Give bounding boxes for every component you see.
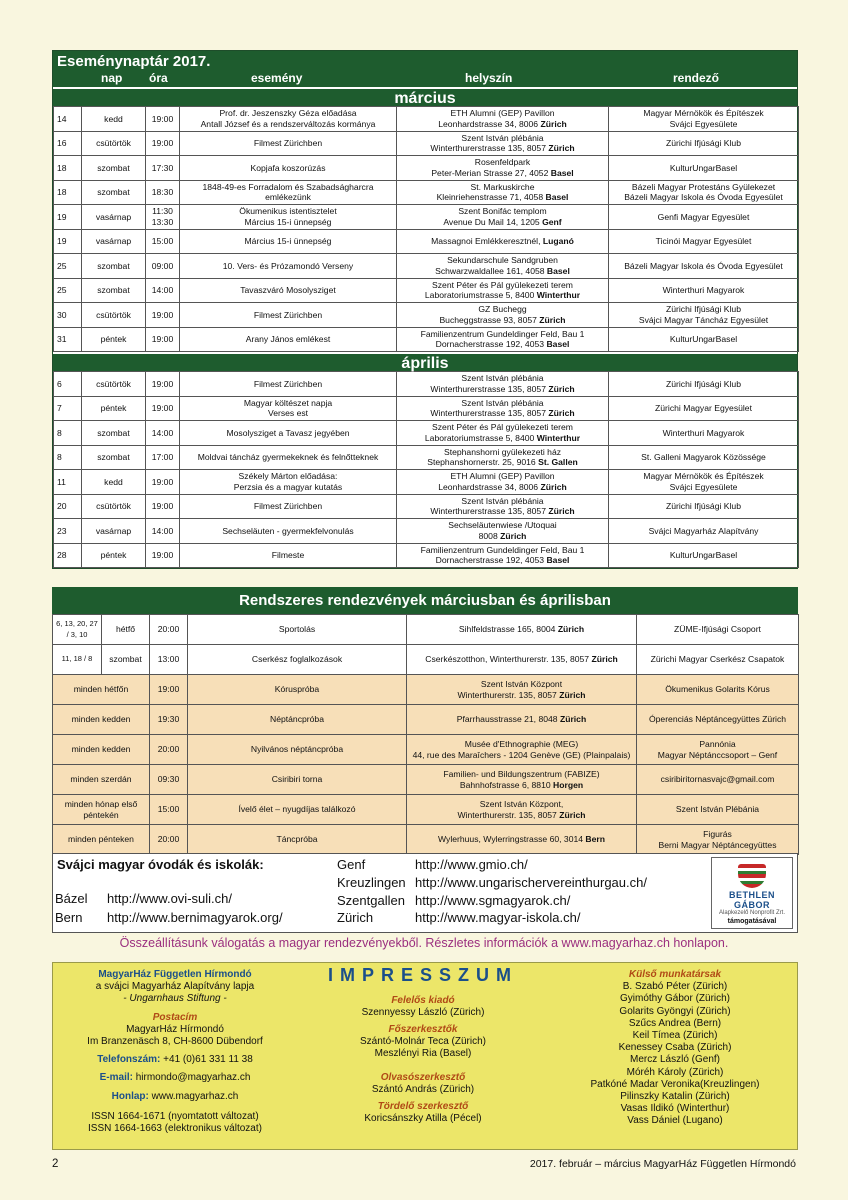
schools-heading: Svájci magyar óvodák és iskolák: <box>57 857 264 872</box>
event-row <box>54 445 799 470</box>
event-weekday: péntek <box>82 327 146 352</box>
regular-time: 19:00 <box>150 675 188 705</box>
event-row <box>54 396 799 421</box>
event-organizer: Zürichi Ifjúsági Klub Svájci Magyar Táncház Egyesület <box>609 303 799 328</box>
event-title: Filmest Zürichben <box>180 303 397 328</box>
regular-frequency: minden hónap első péntekén <box>53 795 150 825</box>
event-title: Mosolysziget a Tavasz jegyében <box>180 421 397 446</box>
contributor: Kenessey Csaba (Zürich) <box>618 1042 732 1054</box>
event-title: Moldvai táncház gyermekeknek és felnőtteknek <box>180 445 397 470</box>
schools-box <box>52 853 798 933</box>
event-time: 15:00 <box>146 229 180 254</box>
months-container <box>53 87 797 568</box>
event-row <box>54 180 799 205</box>
shield-icon <box>738 864 766 888</box>
footer-title: 2017. február – március MagyarHáz Független Hírmondó <box>529 1158 796 1170</box>
event-title: Prof. dr. Jeszenszky Géza előadása Antall József és a rendszerváltozás kormánya <box>180 107 397 132</box>
event-row <box>54 327 799 352</box>
regular-frequency: minden kedden <box>53 735 150 765</box>
school-link[interactable]: http://www.magyar-iskola.ch/ <box>415 910 581 925</box>
event-day: 6 <box>54 372 82 397</box>
event-time: 19:00 <box>146 494 180 519</box>
regular-time: 20:00 <box>150 615 188 645</box>
event-time: 17:00 <box>146 445 180 470</box>
event-place: Stephanshorni gyülekezeti ház Stephanshornerstr. 25, 9016 St. Gallen <box>397 445 609 470</box>
regular-time: 09:30 <box>150 765 188 795</box>
proof-label: Olvasószerkesztő <box>380 1072 466 1084</box>
school-city: Genf <box>337 857 366 872</box>
regular-event: Táncpróba <box>188 825 407 855</box>
regular-dates: 11, 18 / 8 <box>53 645 102 675</box>
regular-event: Sportolás <box>188 615 407 645</box>
event-place: ETH Alumni (GEP) Pavillon Leonhardstrasse 34, 8006 Zürich <box>397 107 609 132</box>
regular-frequency: minden szerdán <box>53 765 150 795</box>
event-day: 11 <box>54 470 82 495</box>
event-row <box>54 156 799 181</box>
event-organizer: Svájci Magyarház Alapítvány <box>609 519 799 544</box>
event-day: 18 <box>54 180 82 205</box>
event-day: 25 <box>54 278 82 303</box>
event-weekday: szombat <box>82 278 146 303</box>
regular-event: Ívelő élet – nyugdíjas találkozó <box>188 795 407 825</box>
event-row <box>54 303 799 328</box>
contributor: Keil Tímea (Zürich) <box>632 1030 718 1042</box>
event-weekday: csütörtök <box>82 494 146 519</box>
regular-place: Musée d'Ethnographie (MEG) 44, rue des Maraîchers - 1204 Genève (GE) (Plainpalais) <box>407 735 637 765</box>
event-day: 28 <box>54 543 82 568</box>
postal-address: Im Branzenäsch 8, CH-8600 Dübendorf <box>87 1036 263 1048</box>
event-place: GZ Buchegg Bucheggstrasse 93, 8057 Zürich <box>397 303 609 328</box>
regular-organizer: Figurás Berni Magyar Néptáncegyüttes <box>637 825 799 855</box>
phone-value: +41 (0)61 331 11 38 <box>163 1054 253 1066</box>
event-place: Familienzentrum Gundeldinger Feld, Bau 1 Dornacherstrasse 192, 4053 Basel <box>397 327 609 352</box>
event-time: 19:00 <box>146 396 180 421</box>
event-title: Arany János emlékest <box>180 327 397 352</box>
event-title: Tavaszváró Mosolysziget <box>180 278 397 303</box>
event-time: 19:00 <box>146 303 180 328</box>
contributor: B. Szabó Péter (Zürich) <box>622 981 728 993</box>
regular-title: Rendszeres rendezvények márciusban és áprilisban <box>52 587 798 614</box>
event-day: 7 <box>54 396 82 421</box>
event-weekday: szombat <box>82 156 146 181</box>
event-place: Szent Péter és Pál gyülekezeti terem Laboratoriumstrasse 5, 8400 Winterthur <box>397 278 609 303</box>
impressum-left <box>59 969 291 1135</box>
event-time: 14:00 <box>146 421 180 446</box>
layout-value: Koricsánszky Atilla (Pécel) <box>364 1112 482 1124</box>
regular-event: Nyilvános néptáncpróba <box>188 735 407 765</box>
event-day: 31 <box>54 327 82 352</box>
web-label: Honlap: <box>111 1090 149 1102</box>
event-row <box>54 519 799 544</box>
event-time: 19:00 <box>146 107 180 132</box>
event-time: 19:00 <box>146 327 180 352</box>
logo-sub: Alapkezelő Nonprofit Zrt. <box>718 910 786 916</box>
event-day: 18 <box>54 156 82 181</box>
col-nap: nap <box>101 71 123 85</box>
regular-place: Cserkészotthon, Winterthurerstr. 135, 8057 Zürich <box>407 645 637 675</box>
regular-row <box>53 705 799 735</box>
regular-place: Szent István Központ, Winterthurerstr. 135, 8057 Zürich <box>407 795 637 825</box>
month-header: április <box>53 352 797 371</box>
school-city: Zürich <box>337 910 374 925</box>
event-title: 10. Vers- és Prózamondó Verseny <box>180 254 397 279</box>
regular-events <box>52 587 798 855</box>
email-link[interactable]: hirmondo@magyarhaz.ch <box>135 1072 251 1084</box>
bethlen-gabor-logo <box>711 857 793 929</box>
school-link[interactable]: http://www.bernimagyarok.org/ <box>107 910 283 925</box>
col-rendezo: rendező <box>673 71 720 85</box>
event-organizer: Magyar Mérnökök és Építészek Svájci Egyesülete <box>609 107 799 132</box>
contributor: Golarits Gyöngyi (Zürich) <box>619 1005 731 1017</box>
info-note: Összeállításunk válogatás a magyar rendezvényekből. Részletes információk a www.magyarhaz.ch honlapon. <box>119 936 729 950</box>
event-title: Ökumenikus istentisztelet Március 15-i ünnepség <box>180 205 397 230</box>
event-place: Sechseläutenwiese /Utoquai 8008 Zürich <box>397 519 609 544</box>
event-time: 18:30 <box>146 180 180 205</box>
event-weekday: vasárnap <box>82 205 146 230</box>
contributor: Vass Dániel (Lugano) <box>627 1115 723 1127</box>
event-organizer: Winterthuri Magyarok <box>609 278 799 303</box>
event-weekday: kedd <box>82 470 146 495</box>
editors-label: Főszerkesztők <box>388 1023 458 1035</box>
regular-time: 15:00 <box>150 795 188 825</box>
publisher-value: Szennyessy László (Zürich) <box>361 1007 485 1019</box>
regular-place: Sihlfeldstrasse 165, 8004 Zürich <box>407 615 637 645</box>
regular-organizer: Pannónia Magyar Néptánccsoport – Genf <box>637 735 799 765</box>
regular-organizer: Ökumenikus Golarits Kórus <box>637 675 799 705</box>
publisher-label: Felelős kiadó <box>391 995 455 1007</box>
event-title: Filmest Zürichben <box>180 494 397 519</box>
event-place: Szent István plébánia Winterthurerstrasse 135, 8057 Zürich <box>397 396 609 421</box>
contributor: Móréh Károly (Zürich) <box>626 1066 724 1078</box>
event-title: Filmeste <box>180 543 397 568</box>
event-row <box>54 421 799 446</box>
regular-row <box>53 735 799 765</box>
event-organizer: Winterthuri Magyarok <box>609 421 799 446</box>
calendar-title: Eseménynaptár 2017. <box>57 53 211 70</box>
issn-print: ISSN 1664-1671 (nyomtatott változat) <box>91 1110 259 1122</box>
contributor: Vasas Ildikó (Winterthur) <box>620 1103 730 1115</box>
col-ora: óra <box>149 71 168 85</box>
event-time: 19:00 <box>146 131 180 156</box>
event-day: 19 <box>54 229 82 254</box>
col-esemeny: esemény <box>251 71 303 85</box>
impressum-right <box>557 969 793 1128</box>
event-weekday: szombat <box>82 421 146 446</box>
event-day: 19 <box>54 205 82 230</box>
regular-frequency: minden kedden <box>53 705 150 735</box>
regular-row <box>53 765 799 795</box>
event-day: 14 <box>54 107 82 132</box>
event-day: 8 <box>54 421 82 446</box>
events-table <box>53 371 799 568</box>
contributors-label: Külső munkatársak <box>628 969 722 980</box>
school-city: Bázel <box>55 891 88 906</box>
calendar-header <box>53 51 797 87</box>
event-title: 1848-49-es Forradalom és Szabadságharcra emlékezünk <box>180 180 397 205</box>
page-number: 2 <box>52 1158 59 1170</box>
regular-organizer: Szent István Plébánia <box>637 795 799 825</box>
events-table <box>53 106 799 352</box>
impressum-center <box>307 965 539 1125</box>
regular-event: Cserkész foglalkozások <box>188 645 407 675</box>
school-city: Kreuzlingen <box>337 875 406 890</box>
event-row <box>54 278 799 303</box>
event-time: 17:30 <box>146 156 180 181</box>
regular-place: Wylerhuus, Wylerringstrasse 60, 3014 Bern <box>407 825 637 855</box>
school-city: Bern <box>55 910 83 925</box>
regular-weekday: hétfő <box>102 615 150 645</box>
event-day: 30 <box>54 303 82 328</box>
contributor: Pilinszky Katalin (Zürich) <box>620 1091 730 1103</box>
event-place: Massagnoi Emlékkeresztnél, Luganó <box>397 229 609 254</box>
regular-weekday: szombat <box>102 645 150 675</box>
event-place: Rosenfeldpark Peter-Merian Strasse 27, 4052 Basel <box>397 156 609 181</box>
event-weekday: péntek <box>82 543 146 568</box>
month-header: március <box>53 87 797 106</box>
event-organizer: Magyar Mérnökök és Építészek Svájci Egyesülete <box>609 470 799 495</box>
event-day: 20 <box>54 494 82 519</box>
contributor: Patkóné Madar Veronika(Kreuzlingen) <box>590 1078 760 1090</box>
regular-frequency: minden pénteken <box>53 825 150 855</box>
event-organizer: Zürichi Ifjúsági Klub <box>609 372 799 397</box>
event-weekday: szombat <box>82 254 146 279</box>
event-place: ETH Alumni (GEP) Pavillon Leonhardstrasse 34, 8006 Zürich <box>397 470 609 495</box>
event-day: 16 <box>54 131 82 156</box>
event-time: 14:00 <box>146 278 180 303</box>
event-row <box>54 205 799 230</box>
event-place: Szent Péter és Pál gyülekezeti terem Laboratoriumstrasse 5, 8400 Winterthur <box>397 421 609 446</box>
regular-event: Kóruspróba <box>188 675 407 705</box>
event-title: Magyar költészet napja Verses est <box>180 396 397 421</box>
event-title: Filmest Zürichben <box>180 372 397 397</box>
event-weekday: péntek <box>82 396 146 421</box>
event-time: 09:00 <box>146 254 180 279</box>
regular-row <box>53 795 799 825</box>
event-place: Sekundarschule Sandgruben Schwarzwaldallee 161, 4058 Basel <box>397 254 609 279</box>
regular-row <box>53 825 799 855</box>
events-calendar <box>52 50 798 569</box>
regular-row <box>53 675 799 705</box>
web-link[interactable]: www.magyarhaz.ch <box>151 1090 239 1102</box>
logo-name: BETHLEN GÁBOR <box>729 890 775 910</box>
regular-place: Szent István Központ Winterthurerstr. 135, 8057 Zürich <box>407 675 637 705</box>
event-weekday: szombat <box>82 180 146 205</box>
event-row <box>54 372 799 397</box>
event-organizer: Bázeli Magyar Iskola és Óvoda Egyesület <box>609 254 799 279</box>
event-title: Kopjafa koszorúzás <box>180 156 397 181</box>
event-time: 14:00 <box>146 519 180 544</box>
event-organizer: Zürichi Ifjúsági Klub <box>609 494 799 519</box>
contributor: Mercz László (Genf) <box>629 1054 721 1066</box>
logo-support: támogatásával <box>727 918 777 925</box>
event-organizer: Ticinói Magyar Egyesület <box>609 229 799 254</box>
email-label: E-mail: <box>99 1072 133 1084</box>
regular-place: Familien- und Bildungszentrum (FABIZE) Bahnhofstrasse 6, 8810 Horgen <box>407 765 637 795</box>
event-place: St. Markuskirche Kleinriehenstrasse 71, 4058 Basel <box>397 180 609 205</box>
regular-time: 20:00 <box>150 825 188 855</box>
event-row <box>54 229 799 254</box>
event-day: 23 <box>54 519 82 544</box>
regular-organizer: ZÜME-Ifjúsági Csoport <box>637 615 799 645</box>
col-helyszin: helyszín <box>465 71 513 85</box>
regular-organizer: Óperenciás Néptáncegyüttes Zürich <box>637 705 799 735</box>
event-organizer: KulturUngarBasel <box>609 156 799 181</box>
regular-row <box>53 615 799 645</box>
impressum-box <box>52 962 798 1150</box>
event-row <box>54 470 799 495</box>
proof-value: Szántó András (Zürich) <box>371 1084 475 1096</box>
event-weekday: vasárnap <box>82 519 146 544</box>
regular-row <box>53 645 799 675</box>
event-place: Szent István plébánia Winterthurerstrasse 135, 8057 Zürich <box>397 372 609 397</box>
event-organizer: Zürichi Magyar Egyesület <box>609 396 799 421</box>
event-row <box>54 131 799 156</box>
event-organizer: Genfi Magyar Egyesület <box>609 205 799 230</box>
regular-frequency: minden hétfőn <box>53 675 150 705</box>
postal-label: Postacím <box>152 1011 198 1023</box>
publication-sub: a svájci Magyarház Alapítvány lapja <box>95 981 255 993</box>
event-weekday: vasárnap <box>82 229 146 254</box>
event-row <box>54 107 799 132</box>
event-place: Szent Bonifác templom Avenue Du Mail 14, 1205 Genf <box>397 205 609 230</box>
event-day: 25 <box>54 254 82 279</box>
school-link[interactable]: http://www.sgmagyarok.ch/ <box>415 893 571 908</box>
event-time: 19:00 <box>146 543 180 568</box>
regular-place: Pfarrhausstrasse 21, 8048 Zürich <box>407 705 637 735</box>
event-day: 8 <box>54 445 82 470</box>
editor-value: Szántó-Molnár Teca (Zürich) <box>360 1035 486 1047</box>
event-title: Filmest Zürichben <box>180 131 397 156</box>
regular-dates: 6, 13, 20, 27 / 3, 10 <box>53 615 102 645</box>
event-title: Március 15-i ünnepség <box>180 229 397 254</box>
regular-time: 19:30 <box>150 705 188 735</box>
postal-line: MagyarHáz Hírmondó <box>126 1023 224 1035</box>
regular-event: Néptáncpróba <box>188 705 407 735</box>
publication-name: MagyarHáz Független Hírmondó <box>98 969 252 980</box>
regular-table <box>52 614 799 855</box>
school-link[interactable]: http://www.ovi-suli.ch/ <box>107 891 232 906</box>
regular-organizer: Zürichi Magyar Cserkész Csapatok <box>637 645 799 675</box>
regular-organizer: csiribiritornasvajc@gmail.com <box>637 765 799 795</box>
event-place: Szent István plébánia Winterthurerstrasse 135, 8057 Zürich <box>397 131 609 156</box>
school-city: Szentgallen <box>337 893 405 908</box>
event-weekday: szombat <box>82 445 146 470</box>
event-place: Familienzentrum Gundeldinger Feld, Bau 1 Dornacherstrasse 192, 4053 Basel <box>397 543 609 568</box>
impressum-title: IMPRESSZUM <box>327 965 518 985</box>
event-organizer: St. Galleni Magyarok Közössége <box>609 445 799 470</box>
school-link[interactable]: http://www.gmio.ch/ <box>415 857 528 872</box>
event-place: Szent István plébánia Winterthurerstrasse 135, 8057 Zürich <box>397 494 609 519</box>
event-weekday: kedd <box>82 107 146 132</box>
phone-label: Telefonszám: <box>97 1054 161 1066</box>
event-weekday: csütörtök <box>82 131 146 156</box>
event-time: 19:00 <box>146 470 180 495</box>
editor-value: Meszlényi Ria (Basel) <box>374 1048 472 1060</box>
event-time: 11:30 13:30 <box>146 205 180 230</box>
publication-sub-de: - Ungarnhaus Stiftung - <box>123 993 227 1005</box>
event-title: Székely Márton előadása: Perzsia és a magyar kutatás <box>180 470 397 495</box>
layout-label: Tördelő szerkesztő <box>377 1100 469 1112</box>
event-organizer: Zürichi Ifjúsági Klub <box>609 131 799 156</box>
regular-time: 13:00 <box>150 645 188 675</box>
event-organizer: KulturUngarBasel <box>609 327 799 352</box>
event-weekday: csütörtök <box>82 303 146 328</box>
issn-online: ISSN 1664-1663 (elektronikus változat) <box>88 1123 262 1135</box>
event-weekday: csütörtök <box>82 372 146 397</box>
contributor: Szűcs Andrea (Bern) <box>628 1017 722 1029</box>
event-time: 19:00 <box>146 372 180 397</box>
contributors-list <box>557 981 793 1127</box>
event-row <box>54 494 799 519</box>
event-row <box>54 254 799 279</box>
regular-time: 20:00 <box>150 735 188 765</box>
regular-event: Csiribiri torna <box>188 765 407 795</box>
contributor: Gyimóthy Gábor (Zürich) <box>619 993 731 1005</box>
event-organizer: Bázeli Magyar Protestáns Gyülekezet Bázeli Magyar Iskola és Óvoda Egyesület <box>609 180 799 205</box>
event-organizer: KulturUngarBasel <box>609 543 799 568</box>
event-title: Sechseläuten - gyermekfelvonulás <box>180 519 397 544</box>
school-link[interactable]: http://www.ungarischervereinthurgau.ch/ <box>415 875 647 890</box>
event-row <box>54 543 799 568</box>
